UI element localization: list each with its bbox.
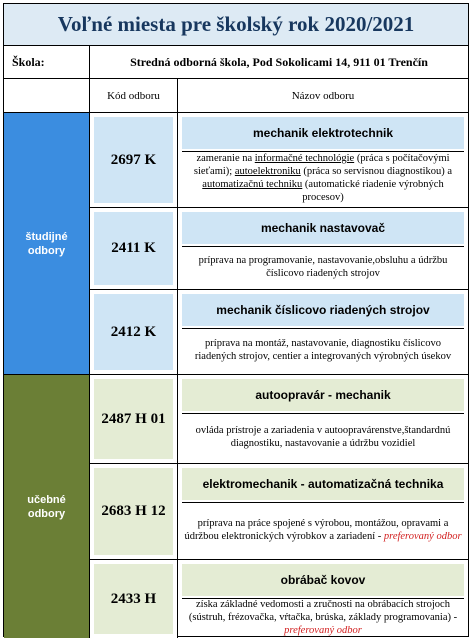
field-name: mechanik nastavovač (182, 212, 464, 244)
field-row (178, 208, 468, 290)
field-description: príprava na práce spojené s výrobou, montážou, opravami a údržbou elektronických výrobkov a zariadení - preferovaný odbor (182, 502, 464, 556)
preferred-badge: preferovaný odbor (284, 624, 362, 636)
link-it: informačné technológie (254, 153, 355, 164)
preferred-badge: preferovaný odbor (383, 530, 462, 542)
vacancies-table (3, 3, 469, 637)
link-autoelectronics: autoelektroniku (234, 166, 301, 177)
field-code-cell (90, 375, 178, 464)
field-description-text: zameranie na informačné technológie (práca s počítačovými sieťami); autoelektroniku (práca so servisnou diagnostikou) a automatizačnú techniku (automatické riadenie výrobných procesov) (193, 153, 453, 203)
school-label: Škola: (4, 46, 90, 78)
field-code-cell (90, 290, 178, 375)
school-name: Stredná odborná škola, Pod Sokolicami 14, 911 01 Trenčín (130, 54, 428, 69)
field-description: získa základné vedomosti a zručnosti na obrábacích strojoch (sústruh, frézovačka, vŕtačka, brúska, základy programovania) - preferovaný odbor (182, 598, 464, 635)
field-name: mechanik elektrotechnik (182, 117, 464, 149)
field-code-cell (90, 208, 178, 290)
group-study-label: študijné odbory (25, 230, 68, 257)
field-name: elektromechanik - automatizačná technika (182, 468, 464, 500)
header-code: Kód odboru (90, 79, 178, 112)
field-code: 2697 K (94, 117, 173, 203)
field-row (178, 290, 468, 375)
field-row (178, 560, 468, 638)
field-description: príprava na montáž, nastavovanie, diagnostiku číslicovo riadených strojov, centier a integrovaných výrobných úsekov (182, 328, 464, 371)
field-code: 2412 K (94, 294, 173, 370)
group-learning (4, 375, 90, 638)
group-study (4, 113, 90, 375)
school-row (4, 46, 468, 79)
page-title: Voľné miesta pre školský rok 2020/2021 (4, 4, 468, 46)
field-code: 2411 K (94, 212, 173, 285)
header-name: Názov odboru (291, 89, 355, 102)
field-name: obrábač kovov (182, 564, 464, 596)
field-name: mechanik číslicovo riadených strojov (182, 294, 464, 326)
header-empty-cell (4, 79, 90, 112)
field-row (178, 375, 468, 464)
field-description (182, 151, 464, 204)
field-code: 2683 H 12 (94, 468, 173, 555)
field-code-cell (90, 464, 178, 560)
field-code-cell (90, 113, 178, 208)
field-description: príprava na programovanie, nastavovanie,obsluhu a údržbu číslicovo riadených strojov (182, 246, 464, 286)
group-learning-label: učebné odbory (27, 493, 66, 520)
column-header-row (4, 79, 468, 113)
field-code: 2433 H (94, 564, 173, 634)
link-automation: automatizačnú techniku (202, 179, 303, 190)
field-code: 2487 H 01 (94, 379, 173, 459)
field-description: ovláda prístroje a zariadenia v autoopravárenstve,štandardnú diagnostiku, nastavovanie a údržbu vozidiel (182, 413, 464, 460)
field-name: autoopravár - mechanik (182, 379, 464, 411)
field-code-cell (90, 560, 178, 638)
field-row (178, 113, 468, 208)
field-row (178, 464, 468, 560)
